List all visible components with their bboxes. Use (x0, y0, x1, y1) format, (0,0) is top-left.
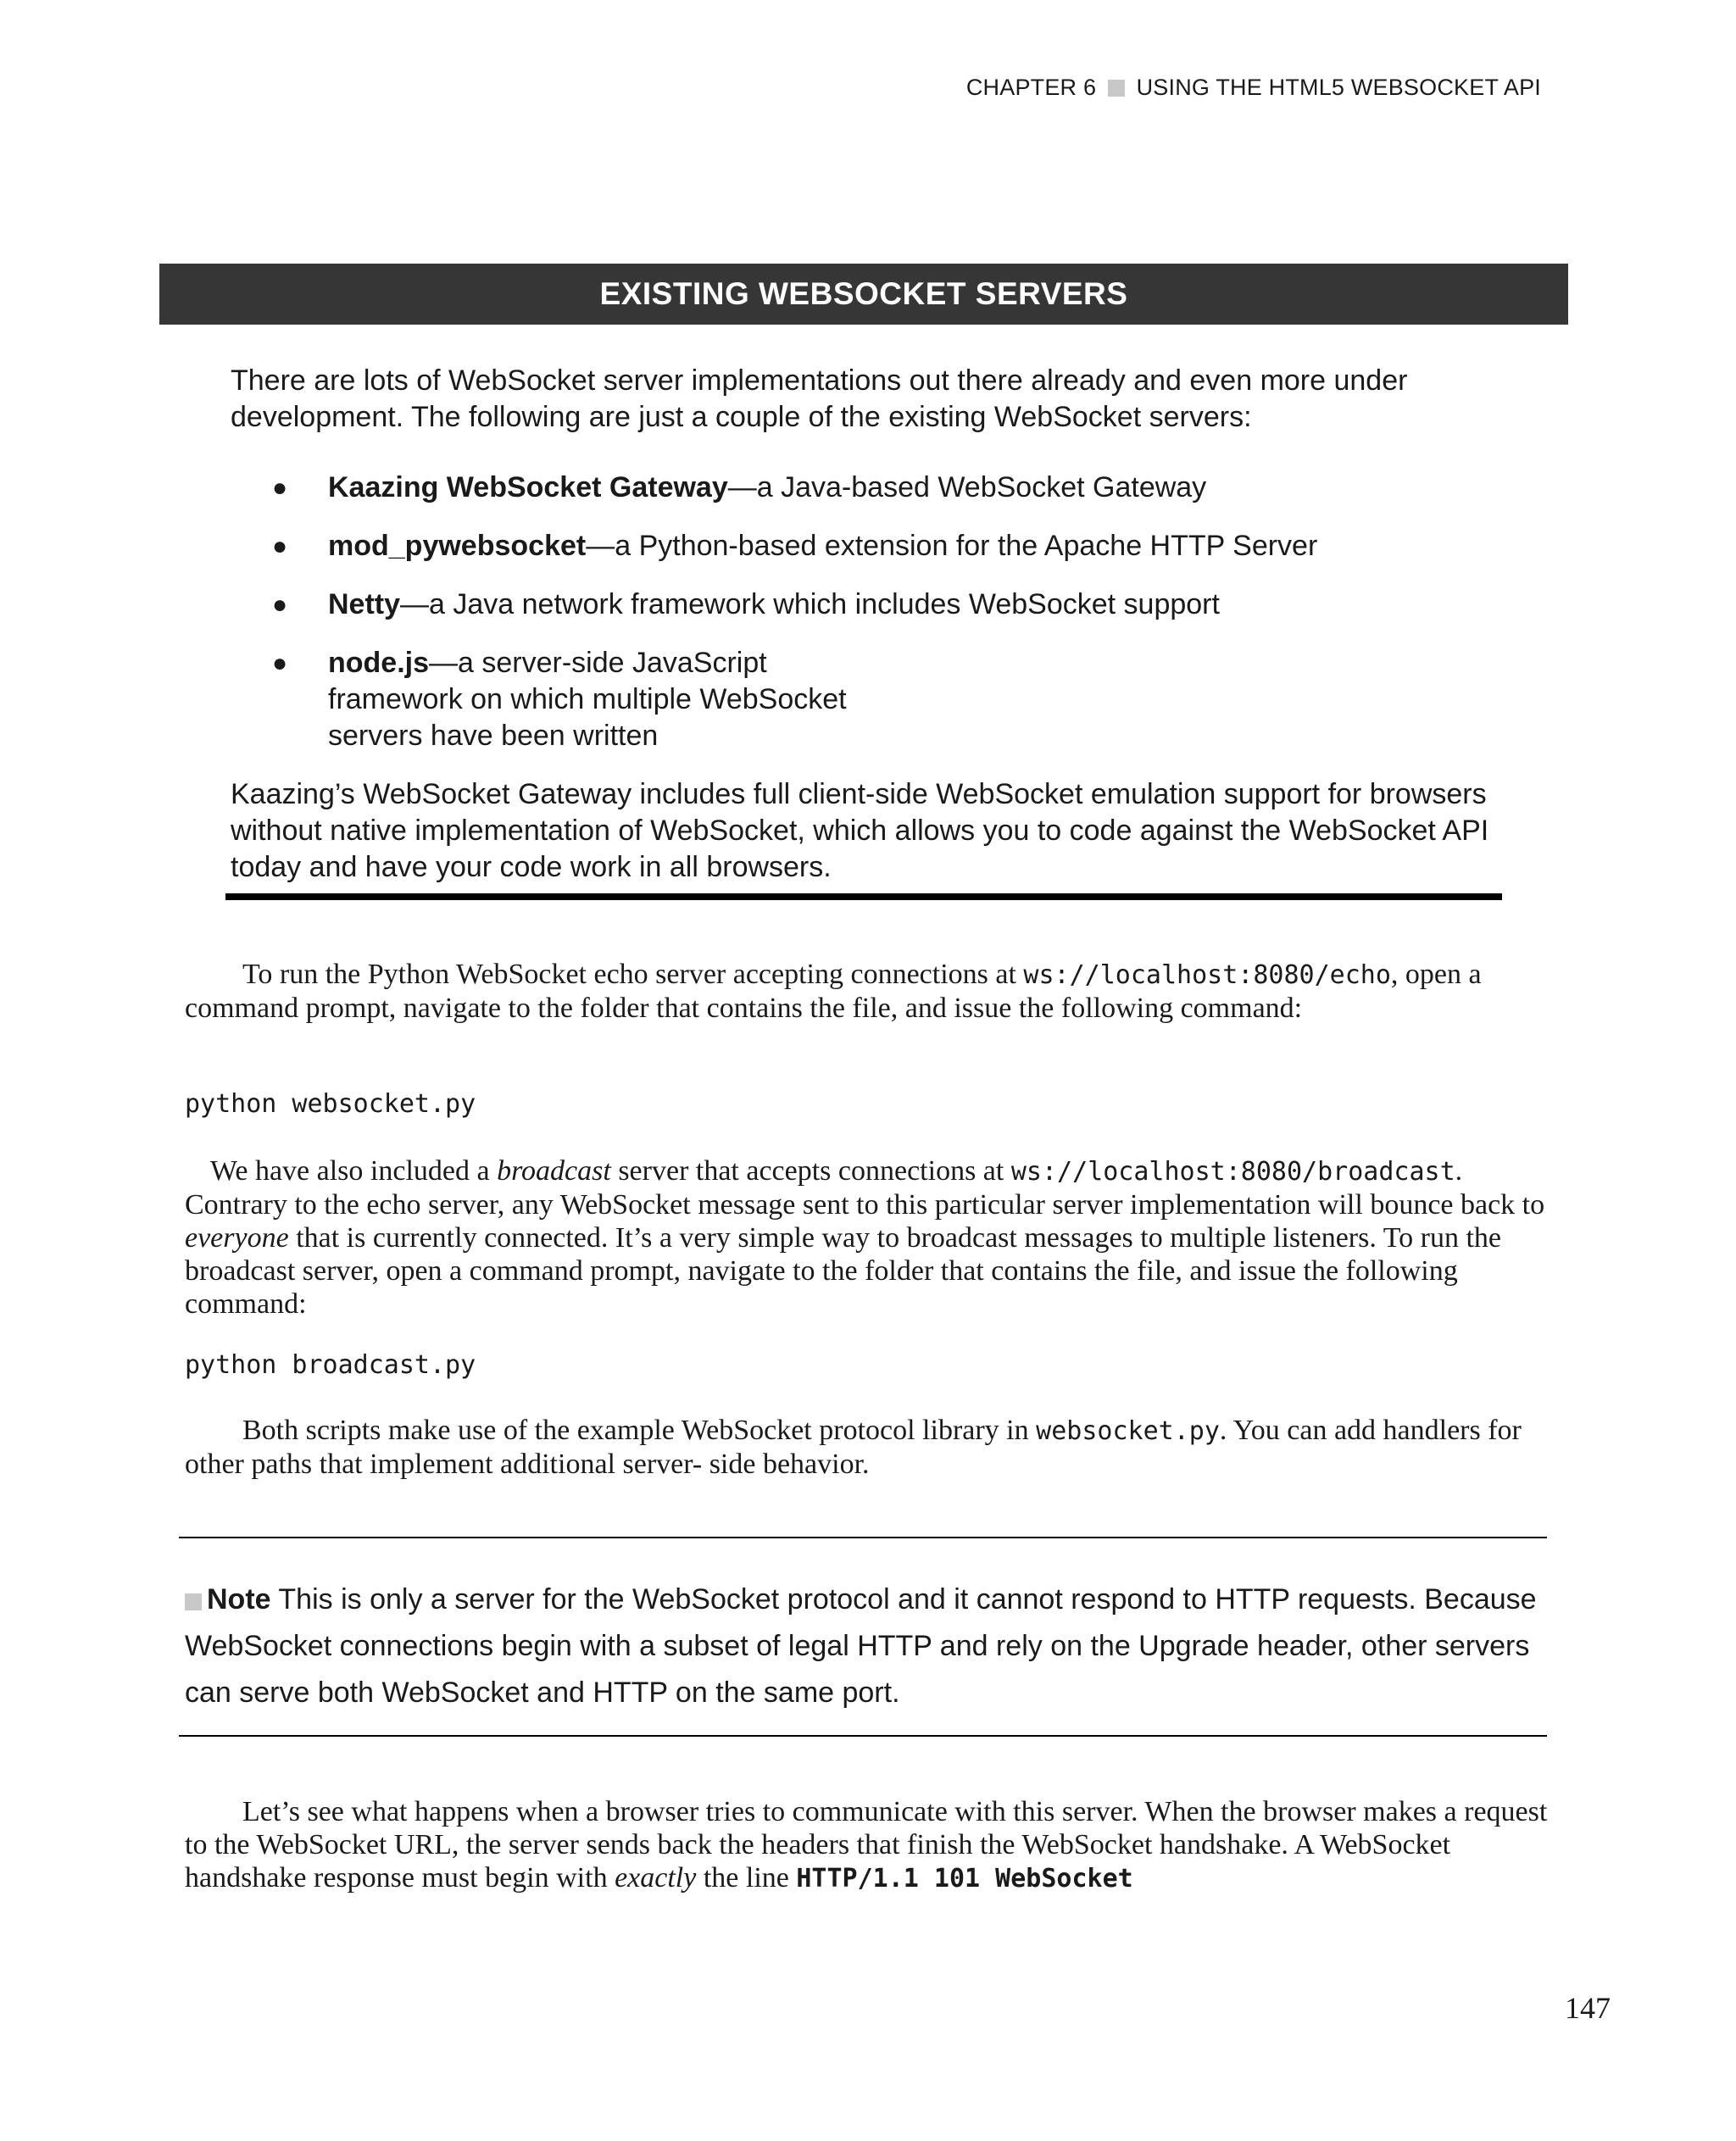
list-item-text: —a Python-based extension for the Apache HTTP Server (586, 530, 1318, 562)
sidebar-body (231, 363, 1502, 886)
chapter-title: USING THE HTML5 WEBSOCKET API (1136, 75, 1541, 100)
square-bullet-icon (1108, 80, 1125, 97)
emphasis-broadcast: broadcast (497, 1155, 611, 1187)
list-item-term: node.js (328, 647, 430, 679)
paragraph-broadcast-server (185, 1154, 1558, 1321)
note-box (185, 1577, 1550, 1716)
list-item (231, 645, 1502, 754)
page-number: 147 (1565, 1991, 1611, 2025)
paragraph-text: Both scripts make use of the example WebSocket protocol library in (242, 1415, 1037, 1446)
paragraph-text: , open a command prompt, navigate to the folder that contains the file, and issue the following command: (185, 959, 1482, 1024)
list-item-text: —a server-side JavaScript framework on which multiple WebSocket servers have been written (328, 647, 847, 752)
inline-code-broadcast-url: ws://localhost:8080/broadcast (1010, 1157, 1455, 1187)
sidebar-closing: Kaazing’s WebSocket Gateway includes full client-side WebSocket emulation support for browsers without native implementation of WebSocket, which allows you to code against the WebSocket API today and have your code work in all browsers. (231, 778, 1489, 883)
paragraph-text: Let’s see what happens when a browser tries to communicate with this server. When the browser makes a request to the WebSocket URL, the server sends back the headers that finish the WebSocket handshake. A WebSocket handshake response must begin with (185, 1796, 1548, 1894)
paragraph-handshake (185, 1795, 1558, 1895)
bullet-icon: ● (272, 591, 288, 619)
sidebar-intro: There are lots of WebSocket server implementations out there already and even more under development. The following are just a couple of the existing WebSocket servers: (231, 364, 1408, 433)
inline-code-http-status: HTTP/1.1 101 WebSocket (796, 1864, 1133, 1894)
square-bullet-icon (185, 1593, 202, 1610)
list-item-term: Netty (328, 588, 401, 620)
running-header (966, 75, 1541, 101)
list-item (231, 528, 1502, 564)
bullet-icon: ● (272, 649, 288, 677)
paragraph-text: server that accepts connections at (610, 1155, 1011, 1187)
list-item-term: Kaazing WebSocket Gateway (328, 471, 728, 503)
sidebar-title: EXISTING WEBSOCKET SERVERS (159, 264, 1568, 325)
bullet-icon: ● (272, 532, 288, 560)
list-item (231, 587, 1502, 623)
paragraph-text: We have also included a (210, 1155, 498, 1187)
server-list (231, 470, 1502, 754)
paragraph-text: that is currently connected. It’s a very simple way to broadcast messages to multiple listeners. To run the broadcast server, open a command prompt, navigate to the folder that contains the file, and issue the following command: (185, 1222, 1501, 1320)
paragraph-text: . Contrary to the echo server, any WebSocket message sent to this particular server implementation will bounce back to (185, 1155, 1545, 1221)
inline-code-websocket-py: websocket.py (1036, 1416, 1220, 1446)
list-item (231, 470, 1502, 506)
note-label: Note (207, 1583, 271, 1615)
list-item-text: —a Java network framework which includes WebSocket support (400, 588, 1220, 620)
note-bottom-rule (179, 1735, 1547, 1737)
sidebar-bottom-rule (225, 893, 1502, 900)
paragraph-scripts (185, 1414, 1558, 1481)
emphasis-everyone: everyone (185, 1222, 289, 1254)
code-command-broadcast: python broadcast.py (185, 1350, 476, 1380)
paragraph-text: the line (696, 1862, 797, 1894)
paragraph-text: To run the Python WebSocket echo server accepting connections at (242, 959, 1024, 990)
paragraph-echo-server (185, 958, 1558, 1025)
chapter-label: CHAPTER 6 (965, 75, 1097, 100)
bullet-icon: ● (272, 474, 288, 502)
list-item-term: mod_pywebsocket (328, 530, 587, 562)
note-text: This is only a server for the WebSocket protocol and it cannot respond to HTTP requests. Because WebSocket connections begin with a subset of legal HTTP and rely on the Upgrade header, other servers can serve both WebSocket and HTTP on the same port. (185, 1583, 1537, 1709)
list-item-text: —a Java-based WebSocket Gateway (727, 471, 1207, 503)
inline-code-echo-url: ws://localhost:8080/echo (1023, 960, 1391, 990)
paragraph-text: . You can add handlers for other paths that implement additional server- side behavior. (185, 1415, 1522, 1480)
emphasis-exactly: exactly (615, 1862, 697, 1894)
code-command-websocket: python websocket.py (185, 1089, 476, 1119)
note-top-rule (179, 1537, 1547, 1538)
